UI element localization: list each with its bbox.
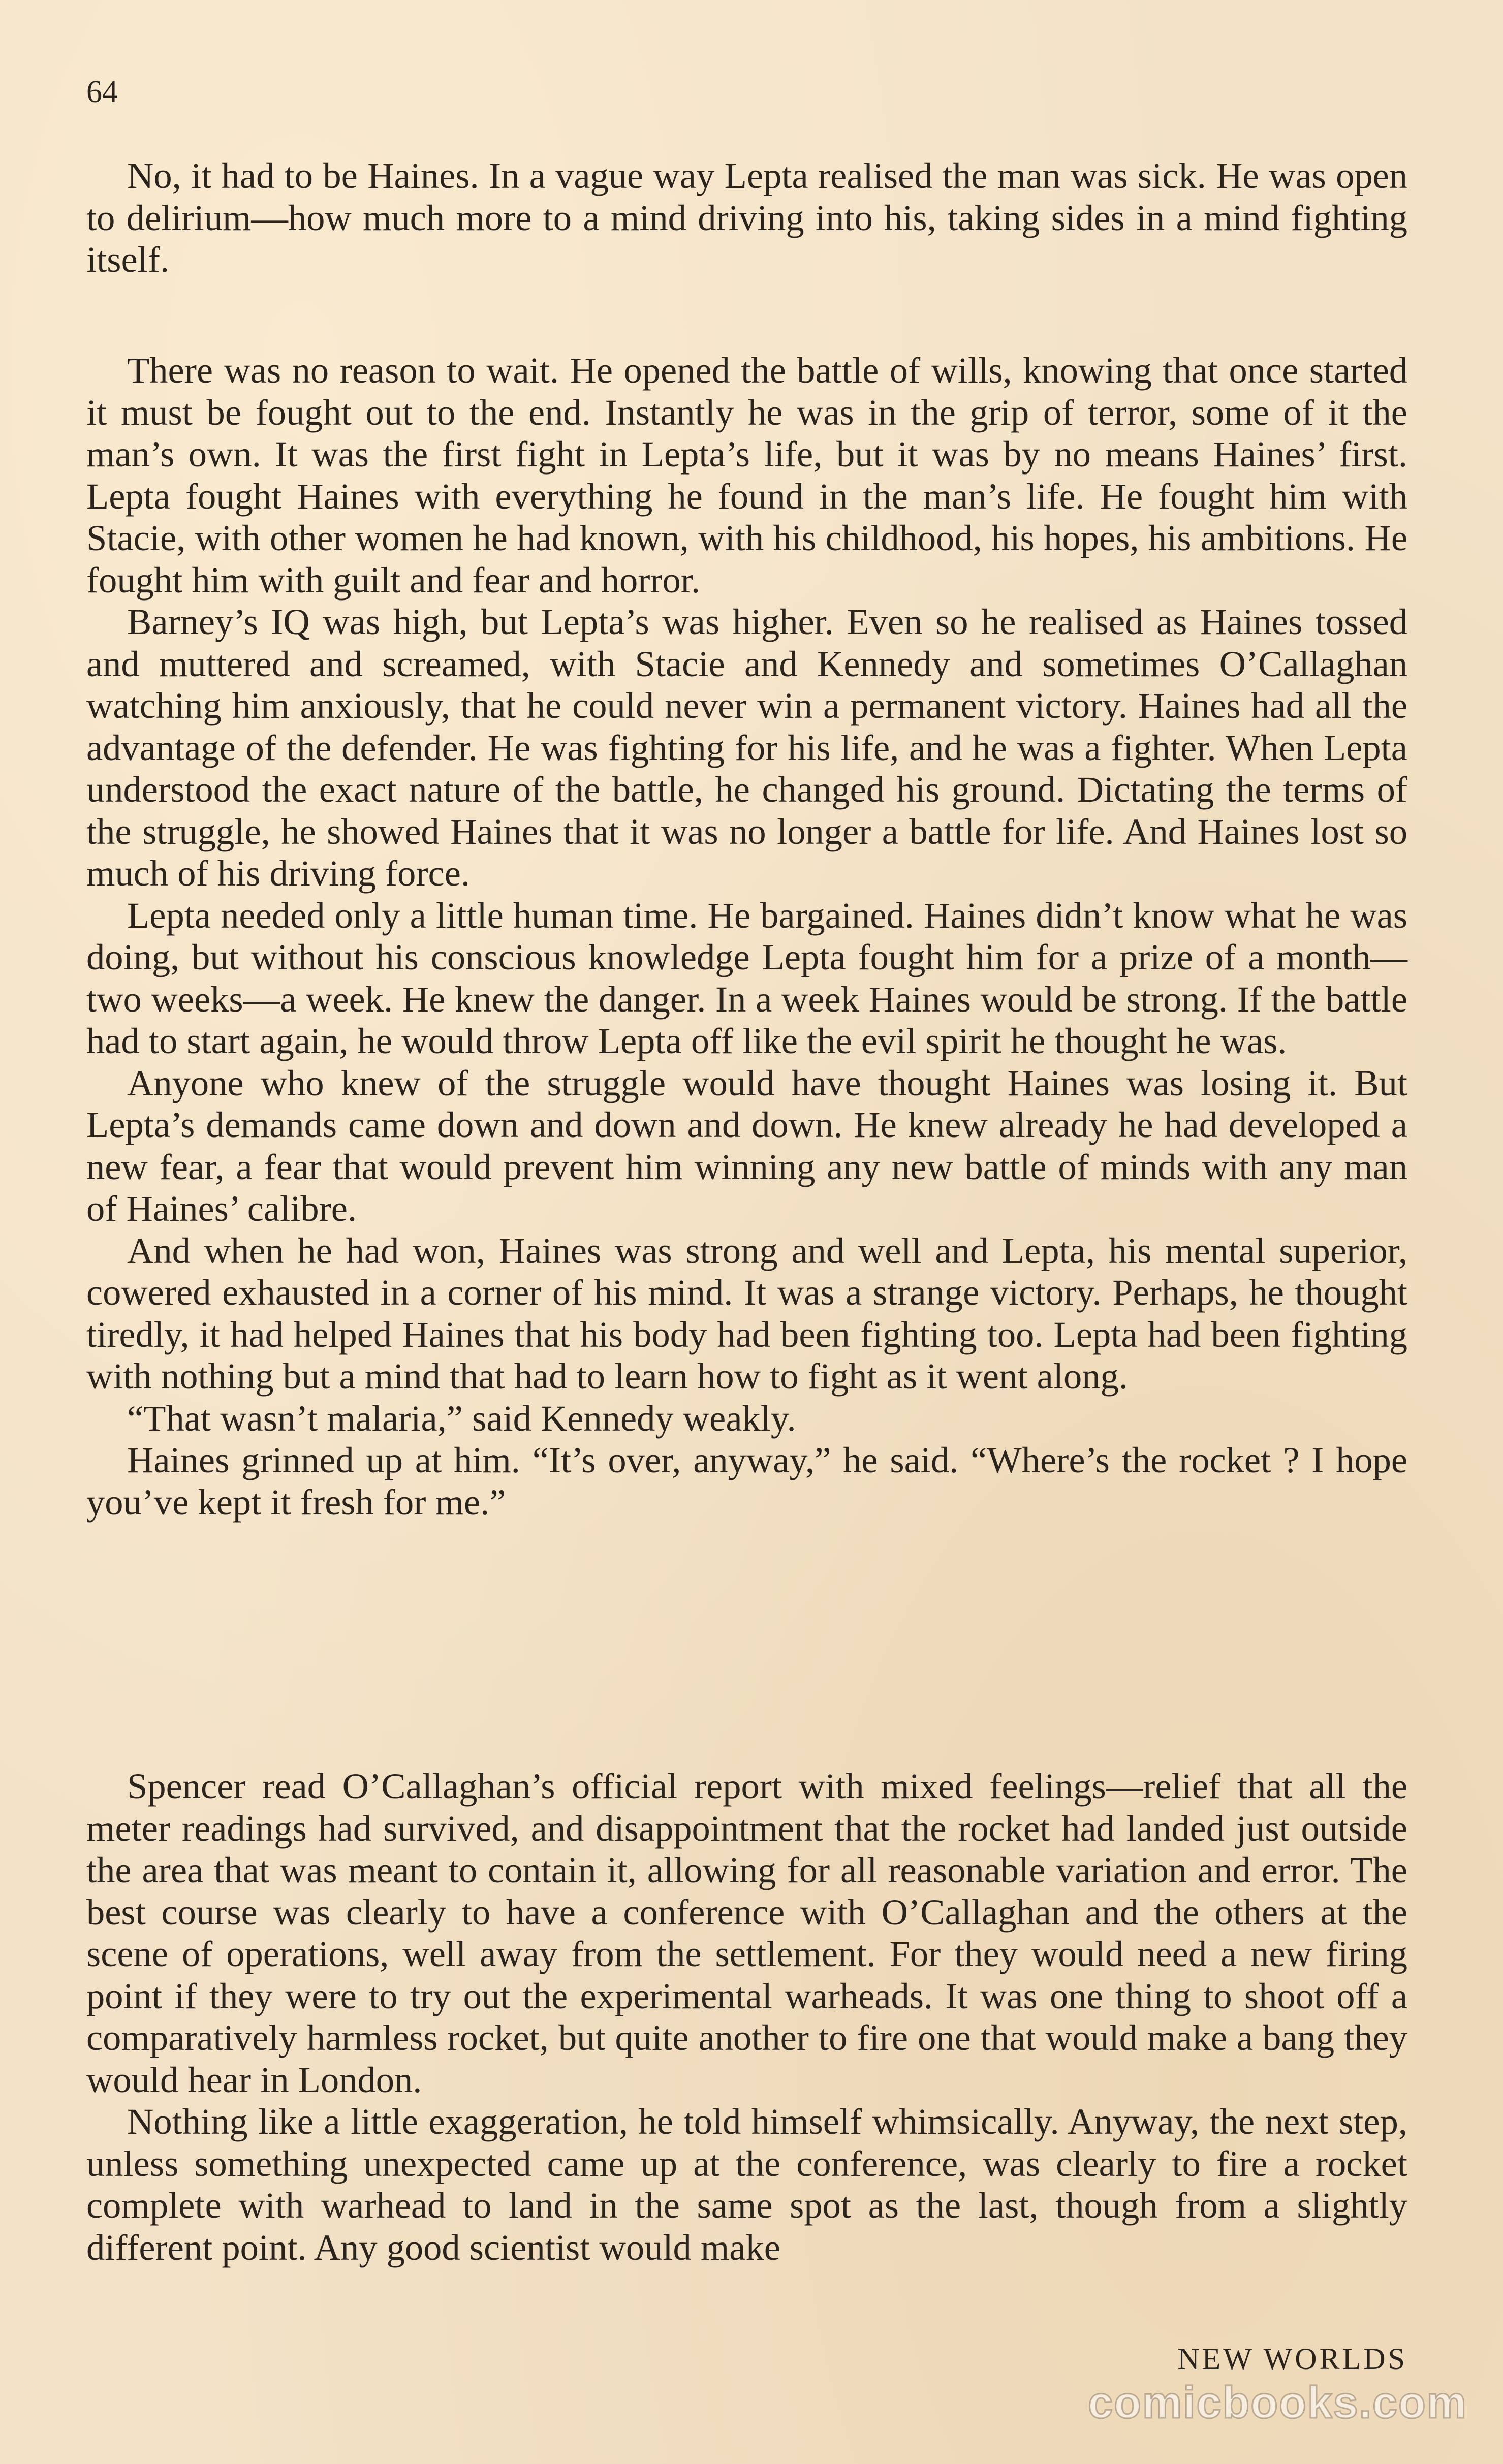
- paragraph: Nothing like a little exaggeration, he told himself whimsically. Anyway, the next step, unless something unexpected came up at the conference, was clearly to fire a rocket complete with warhead to land in the same spot as the last, though from a slightly different point. Any good scientist would make: [86, 2101, 1407, 2268]
- paragraph: Anyone who knew of the struggle would have thought Haines was losing it. But Lepta’s demands came down and down and down. He knew already he had developed a new fear, a fear that would prevent him winning any new battle of minds with any man of Haines’ calibre.: [86, 1062, 1407, 1229]
- paragraph: Haines grinned up at him. “It’s over, anyway,” he said. “Where’s the rocket ? I hope you’ve kept it fresh for me.”: [86, 1439, 1407, 1523]
- page-number: 64: [86, 75, 118, 109]
- paragraph: No, it had to be Haines. In a vague way Lepta realised the man was sick. He was open to delirium—how much more to a mind driving into his, taking sides in a mind fighting itself.: [86, 155, 1407, 280]
- paragraph: Spencer read O’Callaghan’s official report with mixed feelings—relief that all the meter readings had survived, and disappointment that the rocket had landed just outside the area that was meant to contain it, allowing for all reasonable variation and error. The best course was clearly to have a conference with O’Callaghan and the others at the scene of operations, well away from the settlement. For they would need a new firing point if they were to try out the experimental warheads. It was one thing to shoot off a comparatively harmless rocket, but quite another to fire one that would make a bang they would hear in London.: [86, 1765, 1407, 2100]
- text-section-2: [86, 350, 1407, 1523]
- paragraph: “That wasn’t malaria,” said Kennedy weakly.: [127, 1397, 796, 1439]
- journal-title-footer: NEW WORLDS: [1177, 2342, 1407, 2376]
- paragraph: Lepta needed only a little human time. He bargained. Haines didn’t know what he was doing, but without his conscious knowledge Lepta fought him for a prize of a month—two weeks—a week. He knew the danger. In a week Haines would be strong. If the battle had to start again, he would throw Lepta off like the evil spirit he thought he was.: [86, 894, 1407, 1061]
- paragraph: And when he had won, Haines was strong and well and Lepta, his mental superior, cowered exhausted in a corner of his mind. It was a strange victory. Perhaps, he thought tiredly, it had helped Haines that his body had been fighting too. Lepta had been fighting with nothing but a mind that had to learn how to fight as it went along.: [86, 1229, 1407, 1397]
- paragraph: There was no reason to wait. He opened the battle of wills, knowing that once started it must be fought out to the end. Instantly he was in the grip of terror, some of it the man’s own. It was the first fight in Lepta’s life, but it was by no means Haines’ first. Lepta fought Haines with everything he found in the man’s life. He fought him with Stacie, with other women he had known, with his childhood, his hopes, his ambitions. He fought him with guilt and fear and horror.: [86, 350, 1407, 601]
- text-section-1: [86, 155, 1407, 281]
- watermark: comicbooks.com: [1088, 2377, 1467, 2427]
- text-section-3: [86, 1765, 1407, 2268]
- paragraph: Barney’s IQ was high, but Lepta’s was higher. Even so he realised as Haines tossed and muttered and screamed, with Stacie and Kennedy and sometimes O’Callaghan watching him anxiously, that he could never win a permanent victory. Haines had all the advantage of the defender. He was fighting for his life, and he was a fighter. When Lepta understood the exact nature of the battle, he changed his ground. Dictating the terms of the struggle, he showed Haines that it was no longer a battle for life. And Haines lost so much of his driving force.: [86, 601, 1407, 894]
